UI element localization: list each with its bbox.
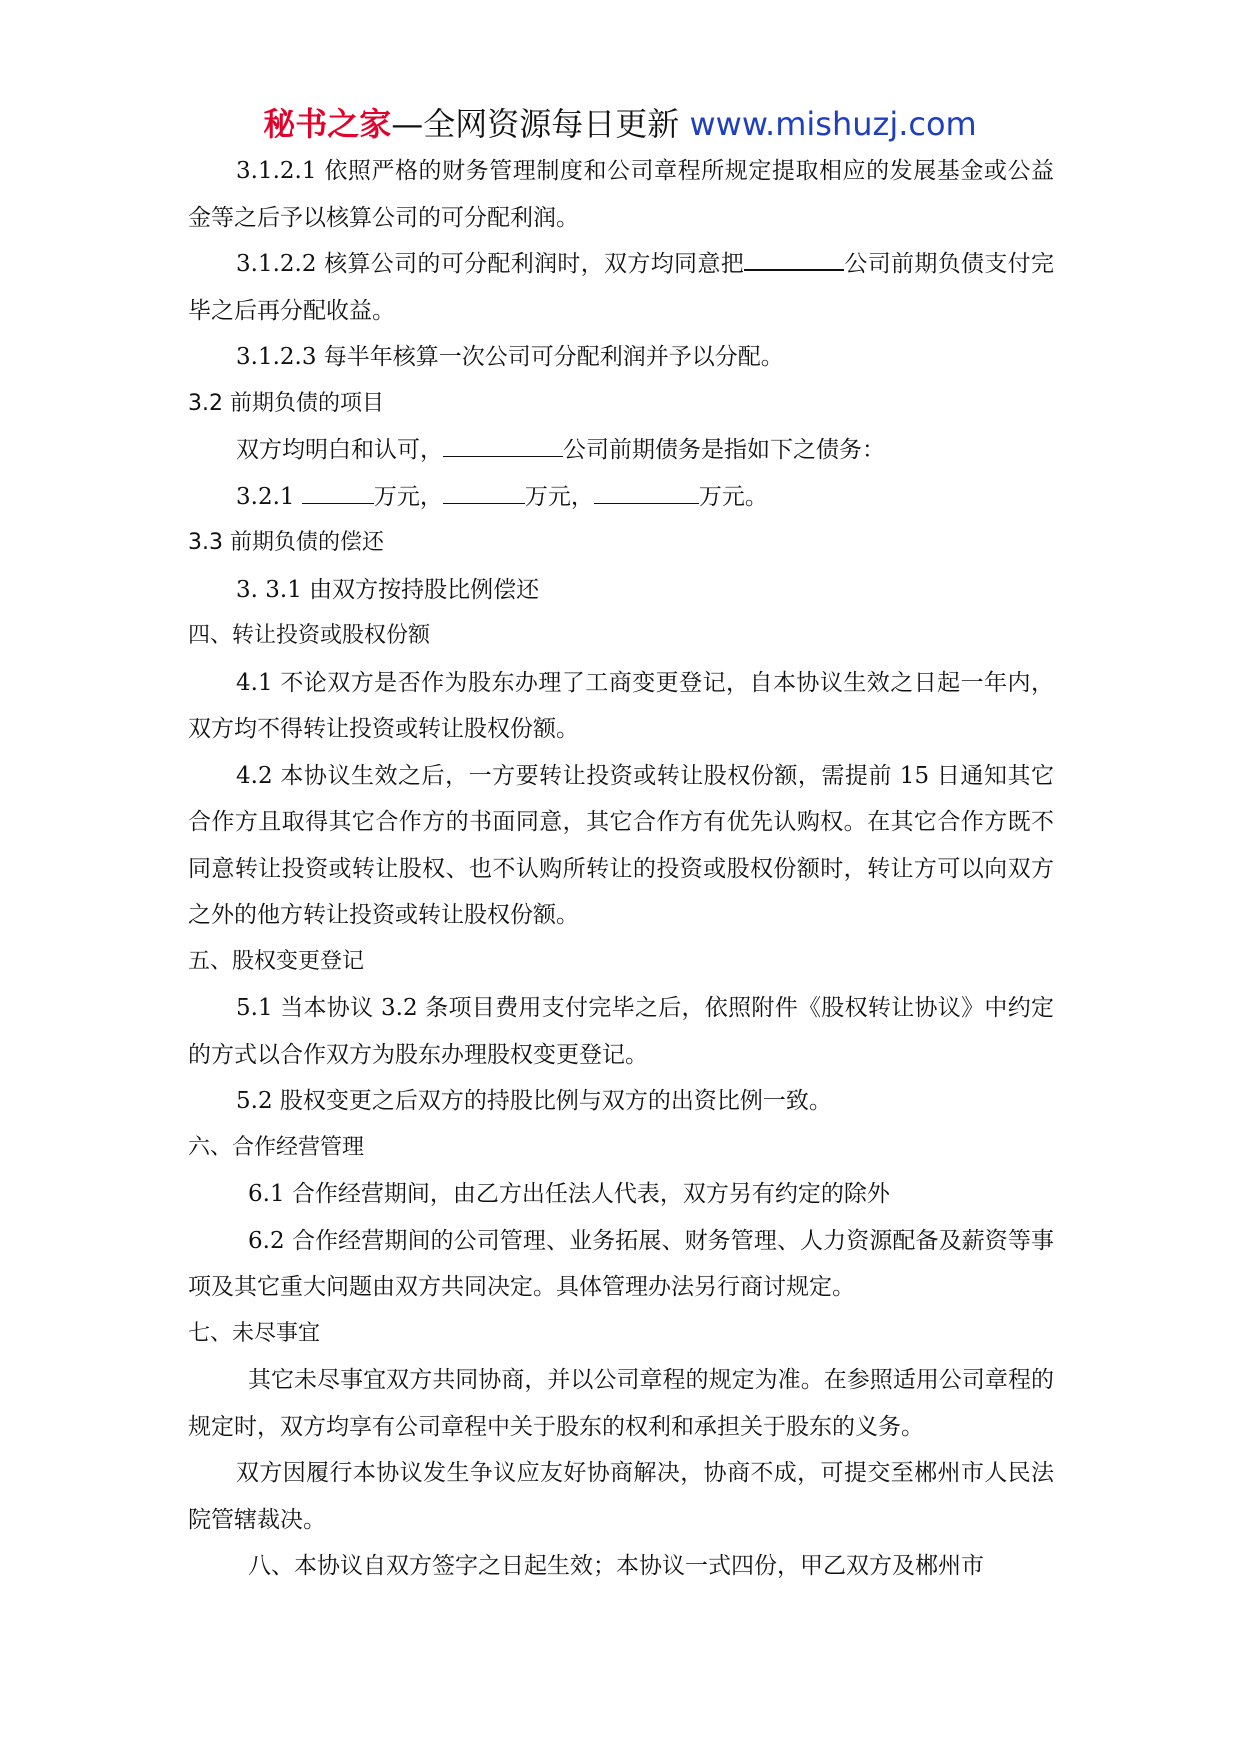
paragraph-3-2-intro-end: 公司前期债务是指如下之债务：: [563, 437, 885, 463]
heading-section-6: 六、合作经营管理: [188, 1134, 365, 1160]
fill-blank: [443, 481, 525, 504]
paragraph-5-2: 5.2 股权变更之后双方的持股比例与双方的出资比例一致。: [236, 1088, 832, 1114]
paragraph-3-1-2-1: 3.1.2.1 依照严格的财务管理制度和公司章程所规定提取相应的发展基金或公益金等之后予以核算公司的可分配利润。: [188, 158, 1054, 231]
paragraph-3-2-intro-start: 双方均明白和认可，: [236, 437, 443, 463]
banner-slogan: —全网资源每日更新: [391, 105, 680, 143]
fill-blank: [744, 247, 844, 271]
heading-section-5: 五、股权变更登记: [188, 948, 365, 974]
fill-blank: [443, 434, 563, 457]
paragraph-4-1: 4.1 不论双方是否作为股东办理了工商变更登记，自本协议生效之日起一年内，双方均不得转让投资或转让股权份额。: [188, 669, 1054, 742]
fill-blank: [302, 481, 374, 504]
paragraph-3-1-2-3: 3.1.2.3 每半年核算一次公司可分配利润并予以分配。: [236, 344, 784, 370]
document-body: [188, 148, 1054, 1590]
paragraph-7-2: 双方因履行本协议发生争议应友好协商解决，协商不成，可提交至郴州市人民法院管辖裁决。: [188, 1460, 1054, 1533]
heading-section-7: 七、未尽事宜: [188, 1320, 321, 1346]
paragraph-3-1-2-2-end: 公司前期负债支付完毕之后再分配收益。: [188, 251, 1055, 324]
amount-unit: 万元。: [698, 483, 768, 510]
site-banner: [0, 104, 1240, 144]
paragraph-7-1: 其它未尽事宜双方共同协商，并以公司章程的规定为准。在参照适用公司章程的规定时，双方均享有公司章程中关于股东的权利和承担关于股东的义务。: [188, 1367, 1054, 1440]
paragraph-6-1: 6.1 合作经营期间，由乙方出任法人代表，双方另有约定的除外: [248, 1181, 890, 1207]
paragraph-3-2-1: [188, 474, 1054, 521]
fill-blank: [594, 481, 699, 504]
paragraph-3-3-1: 3. 3.1 由双方按持股比例偿还: [236, 576, 540, 603]
amount-unit: 万元，: [524, 483, 594, 510]
banner-brand: 秘书之家: [263, 105, 392, 143]
amount-unit: 万元，: [373, 483, 443, 510]
heading-3-3: 3.3 前期负债的偿还: [188, 530, 384, 555]
paragraph-5-1: 5.1 当本协议 3.2 条项目费用支付完毕之后，依照附件《股权转让协议》中约定的方式以合作双方为股东办理股权变更登记。: [188, 995, 1054, 1068]
paragraph-3-1-2-2: [188, 241, 1054, 334]
heading-section-4: 四、转让投资或股权份额: [188, 623, 431, 648]
heading-3-2: 3.2 前期负债的项目: [188, 390, 384, 416]
paragraph-3-2-1-label: 3.2.1: [236, 483, 302, 510]
paragraph-4-2: 4.2 本协议生效之后，一方要转让投资或转让股权份额，需提前 15 日通知其它合作方且取得其它合作方的书面同意，其它合作方有优先认购权。在其它合作方既不同意转让投资或转让股权、也不认购所转让的投资或股权份额时，转让方可以向双方之外的他方转让投资或转让股权份额。: [188, 762, 1054, 928]
paragraph-3-2-intro: [188, 427, 1054, 474]
paragraph-section-8: 八、本协议自双方签字之日起生效；本协议一式四份，甲乙双方及郴州市: [248, 1553, 984, 1579]
banner-url[interactable]: www.mishuzj.com: [689, 105, 977, 143]
paragraph-3-1-2-2-start: 3.1.2.2 核算公司的可分配利润时，双方均同意把: [236, 251, 745, 277]
paragraph-6-2: 6.2 合作经营期间的公司管理、业务拓展、财务管理、人力资源配备及薪资等事项及其它重大问题由双方共同决定。具体管理办法另行商讨规定。: [188, 1227, 1054, 1300]
